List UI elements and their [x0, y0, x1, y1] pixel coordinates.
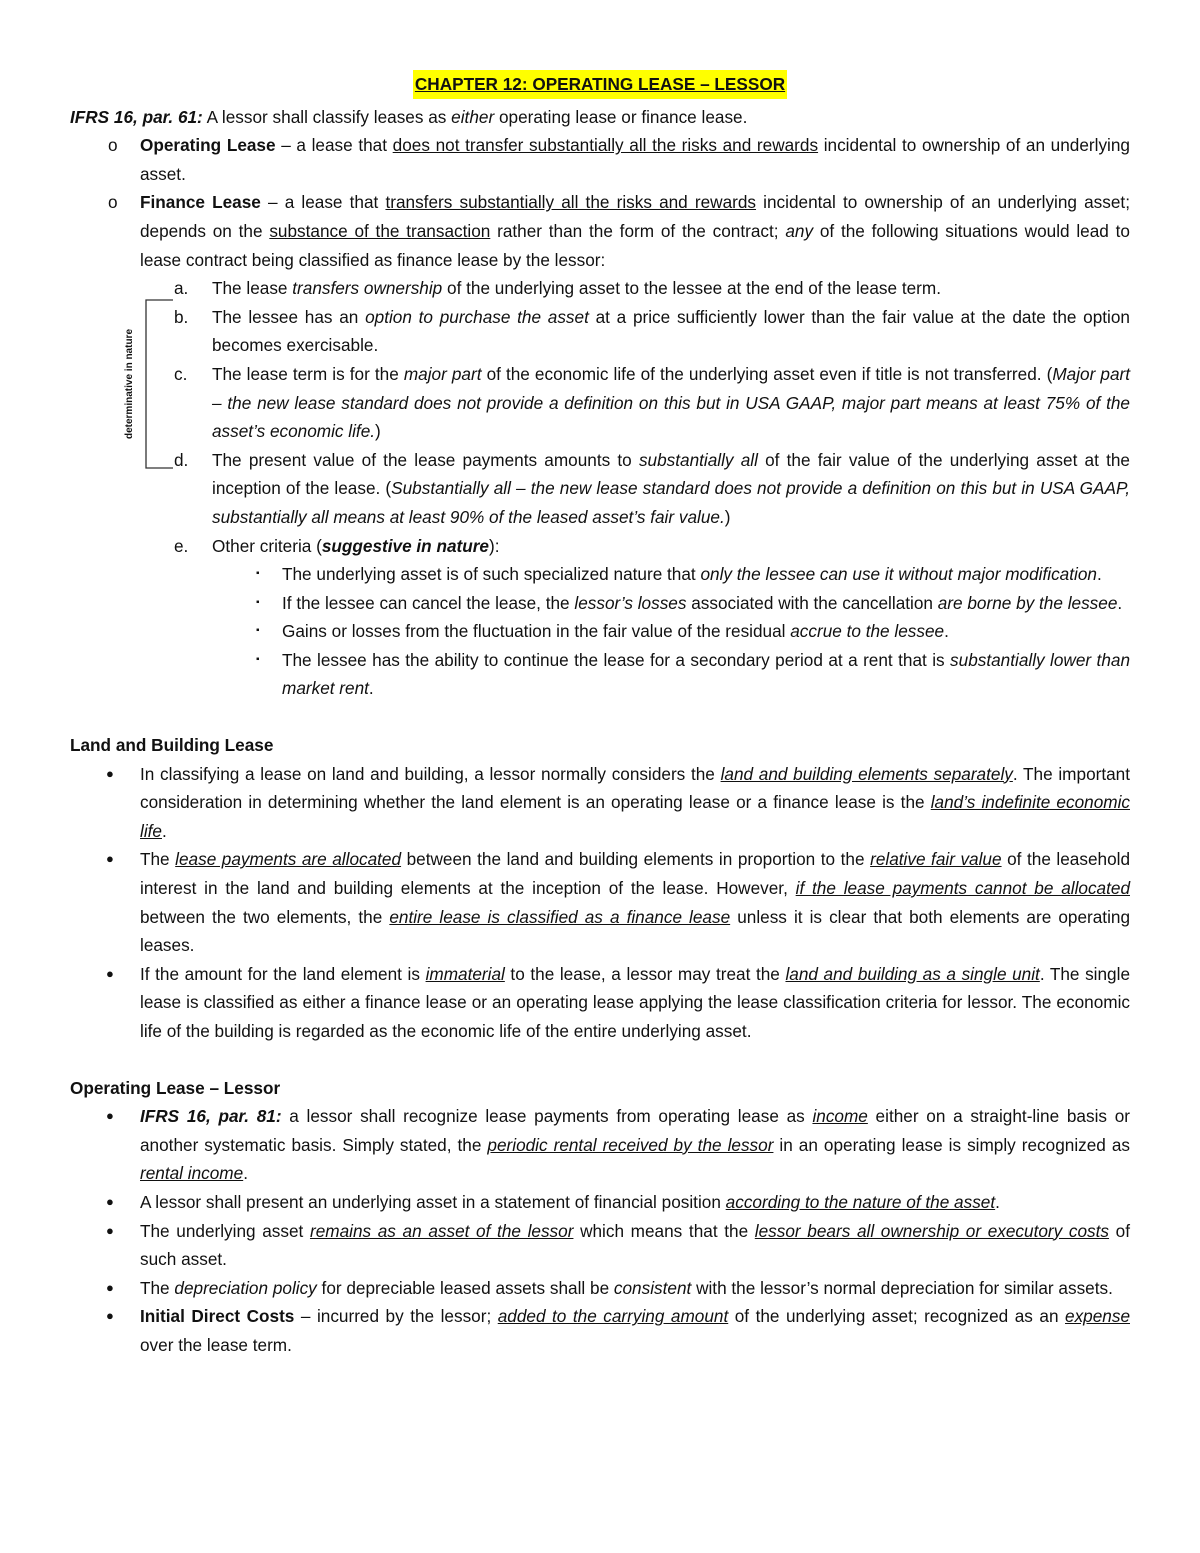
square-bullet: ▪: [256, 568, 260, 580]
square-bullet: ▪: [256, 653, 260, 665]
criterion-e: e. Other criteria (suggestive in nature):: [174, 535, 500, 556]
suggestive-item: ▪ If the lessee can cancel the lease, the lessor’s losses associated with the cancellation are borne by the lessee.: [70, 589, 1130, 618]
suggestive-item: ▪ The underlying asset is of such specialized nature that only the lessee can use it without major modification.: [70, 560, 1130, 589]
side-note: determinative in nature: [124, 328, 135, 440]
finance-lease-definition: o Finance Lease – a lease that transfers substantially all the risks and rewards incidental to ownership of an underlying asset; depends on the substance of the transaction rather than the form of the contract; any of the following situations would lead to lease contract being classified as finance lease by the lessor:: [70, 188, 1130, 274]
section-heading-land-building: Land and Building Lease: [70, 735, 274, 756]
list-item: ● IFRS 16, par. 81: a lessor shall recognize lease payments from operating lease as income either on a straight-line basis or another systematic basis. Simply stated, the periodic rental received by the lessor in an operating lease is simply recognized as rental income.: [70, 1102, 1130, 1188]
bullet-dot: ●: [106, 1108, 114, 1124]
operating-lease-definition: o Operating Lease – a lease that does not transfer substantially all the risks and rewards incidental to ownership of an underlying asset.: [70, 131, 1130, 188]
document-page: [70, 70, 1130, 1360]
list-item: ● The depreciation policy for depreciable leased assets shall be consistent with the lessor’s normal depreciation for similar assets.: [70, 1274, 1130, 1303]
criterion-a: a. The lease transfers ownership of the underlying asset to the lessee at the end of the lease term.: [174, 278, 941, 299]
criterion-b: b. The lessee has an option to purchase the asset at a price sufficiently lower than the fair value at the date the option becomes exercisable.: [174, 306, 1130, 356]
suggestive-item: ▪ The lessee has the ability to continue the lease for a secondary period at a rent that is substantially lower than market rent.: [70, 646, 1130, 703]
bullet-dot: ●: [106, 765, 114, 781]
list-item: ● Initial Direct Costs – incurred by the lessor; added to the carrying amount of the underlying asset; recognized as an expense over the lease term.: [70, 1302, 1130, 1359]
bullet-dot: ●: [106, 1308, 114, 1324]
bullet-o: o: [108, 135, 118, 156]
list-item: ● A lessor shall present an underlying asset in a statement of financial position according to the nature of the asset.: [70, 1188, 1130, 1217]
page-title: CHAPTER 12: OPERATING LEASE – LESSOR: [413, 70, 787, 99]
bullet-dot: ●: [106, 851, 114, 867]
list-item: ● If the amount for the land element is immaterial to the lease, a lessor may treat the land and building as a single unit. The single lease is classified as either a finance lease or an operating lease applying the lease classification criteria for lessor. The economic life of the building is regarded as the economic life of the entire underlying asset.: [70, 960, 1130, 1046]
list-item: ● The underlying asset remains as an asset of the lessor which means that the lessor bears all ownership or executory costs of such asset.: [70, 1217, 1130, 1274]
square-bullet: ▪: [256, 596, 260, 608]
bullet-dot: ●: [106, 1279, 114, 1295]
suggestive-item: ▪ Gains or losses from the fluctuation in the fair value of the residual accrue to the lessee.: [70, 617, 1130, 646]
intro-paragraph: IFRS 16, par. 61: A lessor shall classify leases as either operating lease or finance lease.: [70, 106, 748, 127]
criterion-c: c. The lease term is for the major part of the economic life of the underlying asset even if title is not transferred. (Major part – the new lease standard does not provide a definition on this but in USA GAAP, major part means at least 75% of the asset’s economic life.): [174, 363, 1131, 442]
list-item: ● The lease payments are allocated between the land and building elements in proportion to the relative fair value of the leasehold interest in the land and building elements at the inception of the lease. However, if the lease payments cannot be allocated between the two elements, the entire lease is classified as a finance lease unless it is clear that both elements are operating leases.: [70, 845, 1130, 959]
section-heading-operating-lease-lessor: Operating Lease – Lessor: [70, 1077, 281, 1098]
bullet-dot: ●: [106, 1193, 114, 1209]
criterion-d: d. The present value of the lease payments amounts to substantially all of the fair value of the underlying asset at the inception of the lease. (Substantially all – the new lease standard does not provide a definition on this but in USA GAAP, substantially all means at least 90% of the leased asset’s fair value.): [174, 449, 1130, 527]
square-bullet: ▪: [256, 625, 260, 637]
list-item: ● In classifying a lease on land and building, a lessor normally considers the land and building elements separately. The important consideration in determining whether the land element is an operating lease or a finance lease is the land’s indefinite economic life.: [70, 760, 1130, 846]
bullet-dot: ●: [106, 1222, 114, 1238]
bullet-o: o: [108, 192, 118, 213]
bullet-dot: ●: [106, 965, 114, 981]
